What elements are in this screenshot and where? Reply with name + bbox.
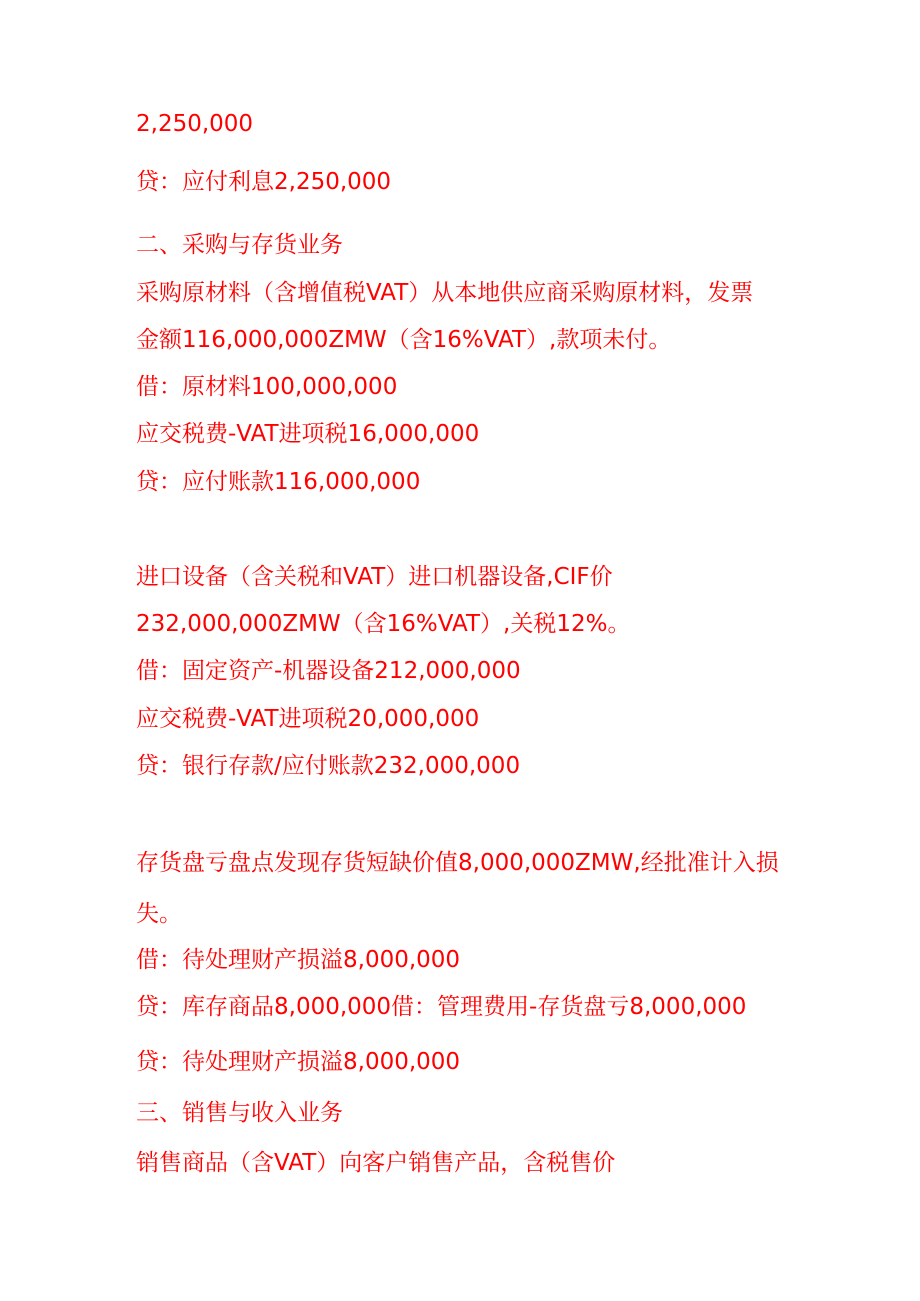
text-line: 贷：库存商品8,000,000借：管理费用-存货盘亏8,000,000 [136, 994, 747, 1020]
text-line: 采购原材料（含增值税VAT）从本地供应商采购原材料，发票 [136, 280, 754, 306]
text-line: 贷：待处理财产损溢8,000,000 [136, 1049, 461, 1075]
text-line: 存货盘亏盘点发现存货短缺价值8,000,000ZMW,经批准计入损 [136, 850, 779, 876]
text-line: 应交税费-VAT进项税16,000,000 [136, 421, 480, 447]
text-line: 进口设备（含关税和VAT）进口机器设备,CIF价 [136, 564, 613, 590]
text-line: 借：待处理财产损溢8,000,000 [136, 947, 461, 973]
text-line: 应交税费-VAT进项税20,000,000 [136, 706, 480, 732]
text-line: 2,250,000 [136, 111, 254, 137]
text-line: 失。 [136, 901, 182, 927]
text-line: 贷：应付利息2,250,000 [136, 169, 392, 195]
section-heading: 三、销售与收入业务 [136, 1100, 343, 1126]
text-line: 232,000,000ZMW（含16%VAT）,关税12%。 [136, 611, 631, 637]
text-line: 借：原材料100,000,000 [136, 374, 398, 400]
text-line: 借：固定资产-机器设备212,000,000 [136, 658, 521, 684]
text-line: 贷：银行存款/应付账款232,000,000 [136, 753, 521, 779]
text-line: 贷：应付账款116,000,000 [136, 469, 421, 495]
text-line: 销售商品（含VAT）向客户销售产品，含税售价 [136, 1150, 616, 1176]
text-line: 金额116,000,000ZMW（含16%VAT）,款项未付。 [136, 327, 672, 353]
section-heading: 二、采购与存货业务 [136, 232, 343, 258]
